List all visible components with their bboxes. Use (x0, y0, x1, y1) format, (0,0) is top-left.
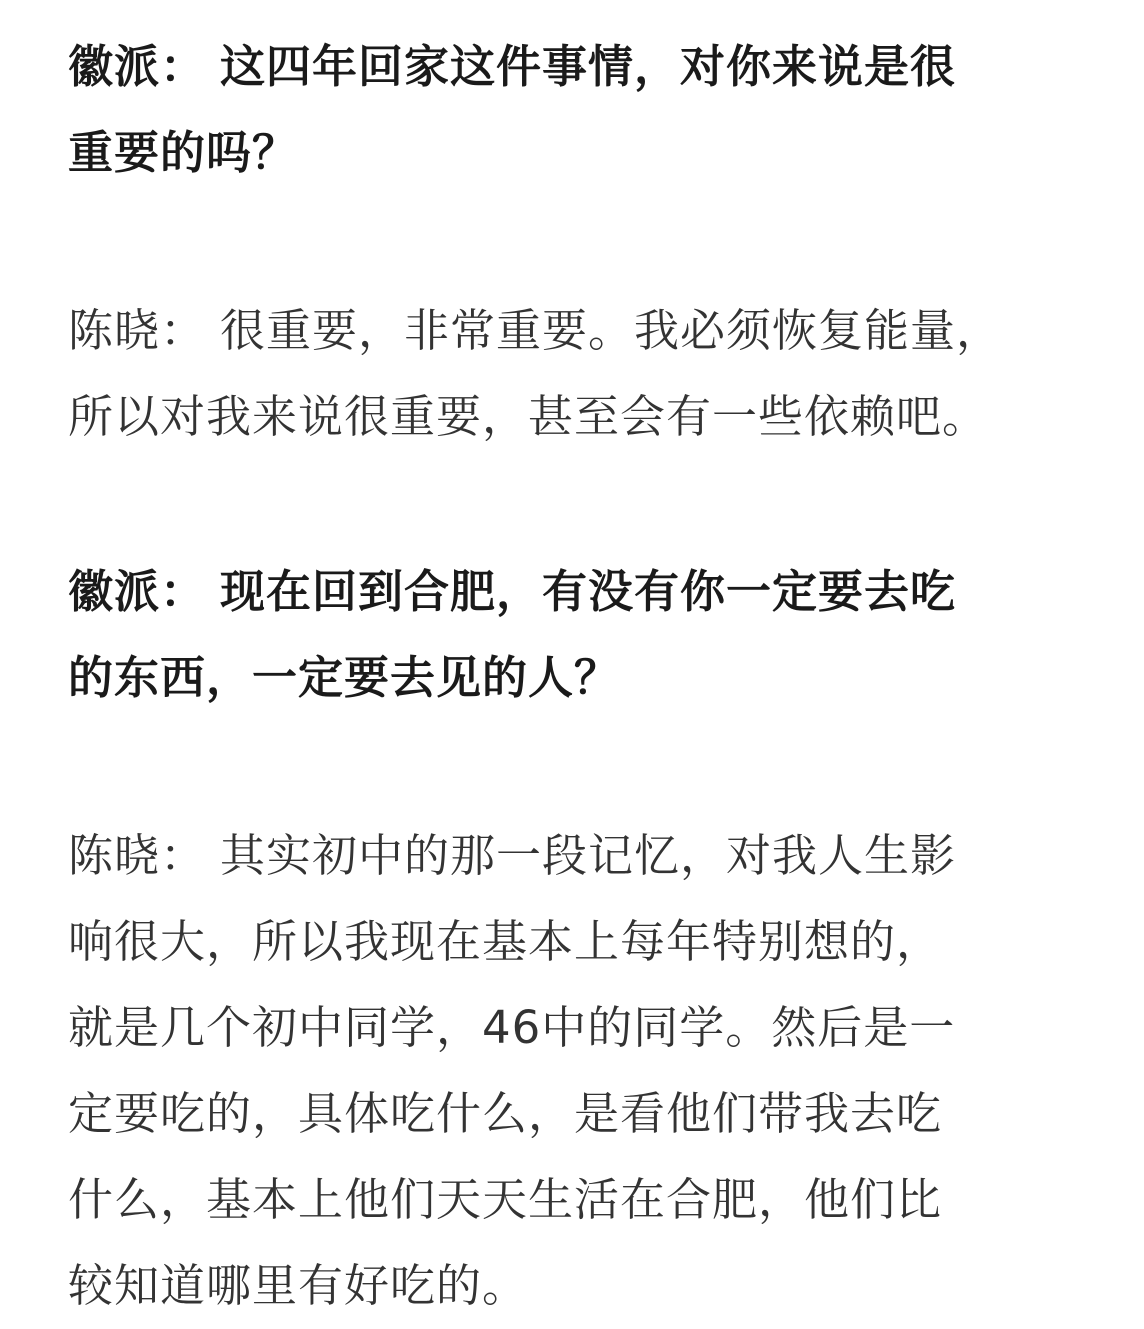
answer-text: 较知道哪里有好吃的。 (68, 1259, 529, 1312)
speaker-label: 徽派： (68, 565, 207, 618)
answer-paragraph (68, 813, 1098, 1329)
question-text: 重要的吗？ (68, 126, 299, 179)
question-paragraph (68, 549, 1098, 721)
answer-text: 定要吃的，具体吃什么，是看他们带我去吃 (68, 1087, 943, 1140)
answer-text: 就是几个初中同学，46中的同学。然后是一 (68, 1001, 956, 1054)
speaker-label: 陈晓： (68, 304, 207, 357)
paragraph-line (68, 813, 1098, 899)
answer-text: 其实初中的那一段记忆，对我人生影 (220, 829, 957, 882)
answer-text: 很重要，非常重要。我必须恢复能量， (220, 304, 1003, 357)
question-paragraph (68, 24, 1098, 196)
answer-text: 响很大，所以我现在基本上每年特别想的， (68, 915, 943, 968)
speaker-label: 陈晓： (68, 829, 207, 882)
answer-text: 所以对我来说很重要，甚至会有一些依赖吧。 (68, 390, 989, 443)
question-text: 的东西，一定要去见的人？ (68, 651, 621, 704)
paragraph-line (68, 24, 1098, 110)
paragraph-line (68, 549, 1098, 635)
paragraph-line (68, 288, 1098, 374)
answer-text: 什么，基本上他们天天生活在合肥，他们比 (68, 1173, 943, 1226)
question-text: 这四年回家这件事情，对你来说是很 (220, 40, 957, 93)
answer-paragraph (68, 288, 1098, 460)
question-text: 现在回到合肥，有没有你一定要去吃 (220, 565, 957, 618)
speaker-label: 徽派： (68, 40, 207, 93)
